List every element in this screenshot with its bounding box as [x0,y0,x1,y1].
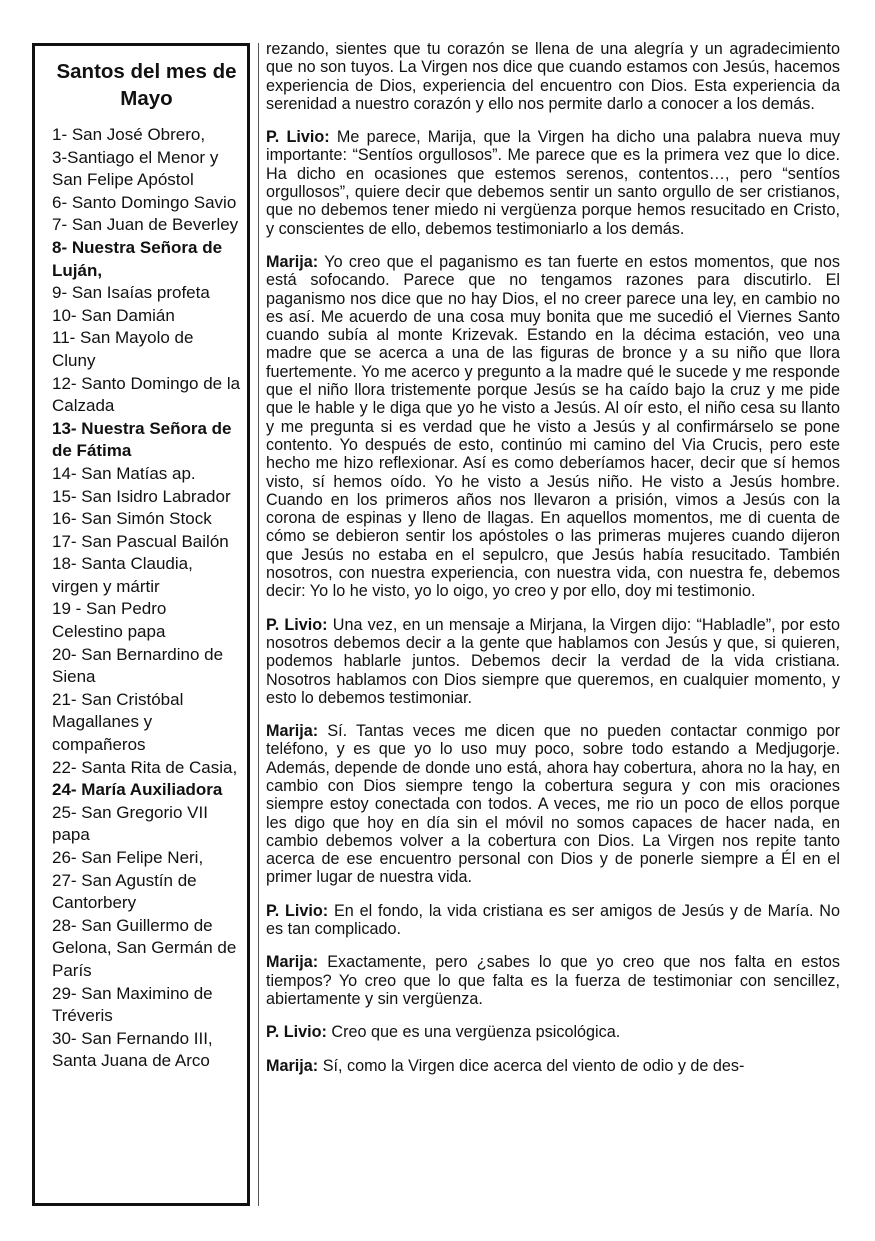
paragraph-text: Yo creo que el paganismo es tan fuerte en estos momentos, que nos está sofocando. Parece que no tengamos razones para discutirlo. El paganismo nos dice que no hay Dios, el no creer parece una ley, en cambio no es así. Me acuerdo de una cosa muy bonita que me sucedió el Viernes Santo cuando subía al monte Krizevak. Estando en la décima estación, veo una madre que se acerca a una de las figuras de bronce y a su niño que llora fuertemente. Yo me acerco y pregunto a la madre qué le sucede y me responde que el niño llora tristemente porque Jesús se ha caído bajo la cruz y me pide que le hable y le diga que yo he visto a Jesús. Al oír esto, el niño cesa su llanto y me pregunta si es verdad que he visto a Jesús y al confirmárselo se pone contento. Yo después de esto, continúo mi camino del Via Crucis, pero este hecho me hizo reflexionar. Así es como deberíamos hacer, decir que sí hemos visto, sí hemos oído. Yo he visto a Jesús niño. He visto a Jesús hombre. Cuando en los primeros años nos llevaron a prisión, vimos a Jesús con la corona de espinas y lleno de llagas. En aquellos momentos, me di cuenta de cómo se debieron sentir los apóstoles o las primeras mujeres cuando dijeron que Jesús no estaba en el sepulcro, que Jesús había resucitado. También nosotros, con nuestra experiencia, con nuestra vida, con nuestra fe, debemos decir: Yo lo he visto, yo lo oigo, yo creo y por ello, doy mi testimonio. [266,252,840,601]
paragraph-text: Sí. Tantas veces me dicen que no pueden contactar conmigo por teléfono, y es que yo lo uso muy poco, sobre todo estando a Medjugorje. Además, depende de donde uno está, ahora hay cobertura, ahora no la hay, en cambio con Dios siempre tengo la cobertura segura y con mis oraciones siempre estoy conectada con todos. A veces, me rio un poco de ellos porque les digo que hoy en día sin el móvil no somos capaces de hacer nada, en cambio debemos volver a la cobertura con Dios. La Virgen nos repite tanto acerca de ese encuentro personal con Dios y de ponerle siempre a Él en el primer lugar de nuestra vida. [266,722,840,887]
paragraph-text: Creo que es una vergüenza psicológica. [331,1023,621,1042]
paragraph [266,902,840,939]
saint-item: 8- Nuestra Señora de Luján, [52,237,223,280]
saint-item: 3-Santiago el Menor y San Felipe Apóstol [52,147,219,190]
saint-item: 15- San Isidro Labrador [52,486,231,506]
saints-list [52,124,241,1073]
speaker-label: P. Livio: [266,901,329,920]
paragraph [266,40,840,113]
saint-item: 25- San Gregorio VII papa [52,802,208,845]
saint-item: 22- Santa Rita de Casia, [52,757,238,777]
saint-item: 1- San José Obrero, [52,125,206,144]
paragraph [266,722,840,887]
saint-item: 27- San Agustín de Cantorbery [52,870,197,913]
saint-item: 19 - San Pedro Celestino papa [52,599,167,642]
paragraph [266,1057,840,1075]
paragraph [266,616,840,707]
saint-item: 12- Santo Domingo de la Calzada [52,373,241,416]
speaker-label: P. Livio: [266,615,328,634]
speaker-label: Marija: [266,722,319,741]
paragraph-text: rezando, sientes que tu corazón se llena de una alegría y un agradecimiento que no son tuyos. La Virgen nos dice que cuando estamos con Jesús, hacemos experiencia de Dios, experiencia del encuentro con Dios. Esta experiencia da serenidad a nuestro corazón y ello nos permite darlo a conocer a los demás. [266,40,840,113]
paragraph-text: En el fondo, la vida cristiana es ser amigos de Jesús y de María. No es tan complicado. [266,901,840,939]
saint-item: 29- San Maximino de Tréveris [52,983,213,1026]
saint-item: 18- Santa Claudia, virgen y mártir [52,554,193,596]
saint-item: 11- San Mayolo de Cluny [52,328,194,370]
saints-sidebar [32,43,250,1206]
paragraph [266,128,840,238]
saint-item: 26- San Felipe Neri, [52,848,204,867]
saint-item: 7- San Juan de Beverley [52,215,239,235]
saint-item: 28- San Guillermo de Gelona, San Germán de París [52,915,237,980]
speaker-label: P. Livio: [266,1023,327,1042]
paragraph-text: Sí, como la Virgen dice acerca del viento de odio y de des- [322,1056,745,1075]
saint-item: 14- San Matías ap. [52,463,196,483]
saint-item: 9- San Isaías profeta [52,283,210,303]
paragraph-text: Una vez, en un mensaje a Mirjana, la Virgen dijo: “Habladle”, por esto nosotros debemos decir a la gente que hablamos con Jesús y que, si quieren, podemos hablarle juntos. Debemos decir la verdad de la vida cristiana. Nosotros hablamos con Dios siempre que queremos, en cualquier momento, y esto lo debemos testimoniar. [266,615,841,707]
speaker-label: Marija: [266,953,319,972]
speaker-label: P. Livio: [266,128,330,147]
column-divider [258,43,259,1206]
speaker-label: Marija: [266,252,319,271]
saint-item: 10- San Damián [52,305,175,325]
saint-item: 24- María Auxiliadora [52,780,223,800]
paragraph-text: Exactamente, pero ¿sabes lo que yo creo que nos falta en estos tiempos? Yo creo que lo que falta es la fuerza de testimoniar con sencillez, abiertamente y sin vergüenza. [266,953,840,1008]
saint-item: 30- San Fernando III, Santa Juana de Arco [52,1028,213,1071]
saint-item: 17- San Pascual Bailón [52,531,229,551]
saint-item: 6- Santo Domingo Savio [52,192,237,212]
paragraph [266,253,840,601]
paragraph [266,1023,840,1041]
sidebar-title: Santos del mes de Mayo [56,60,237,110]
paragraph-text: Me parece, Marija, que la Virgen ha dicho una palabra nueva muy importante: “Sentíos orgullosos”. Me parece que es la primera vez que lo dice. Ha dicho en ocasiones que estemos serenos, contentos…, pero “sentíos orgullosos”, quiere decir que debemos sentir un santo orgullo de ser cristianos, que no debemos tener miedo ni vergüenza porque hemos resucitado en Cristo, y conscientes de ello, debemos testimoniarlo a los demás. [266,128,841,238]
saint-item: 21- San Cristóbal Magallanes y compañeros [52,689,184,755]
paragraph [266,953,840,1008]
saint-item: 13- Nuestra Señora de de Fátima [52,418,232,461]
interview-text [266,40,840,1090]
saint-item: 20- San Bernardino de Siena [52,644,224,687]
speaker-label: Marija: [266,1056,319,1075]
saint-item: 16- San Simón Stock [52,509,212,529]
